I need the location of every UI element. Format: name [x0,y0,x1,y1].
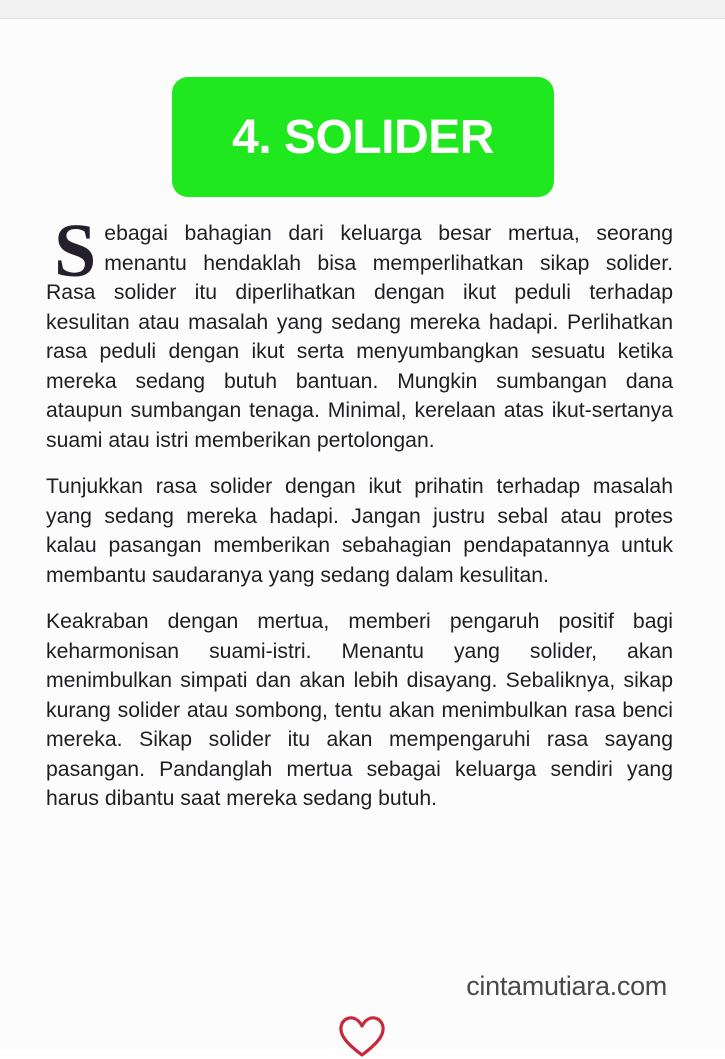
paragraph-1 [46,209,673,455]
source-credit: cintamutiara.com [466,971,667,1001]
title-banner [172,77,554,197]
article-body [46,209,673,831]
drop-cap-letter: S [54,209,97,293]
top-bar [0,0,725,19]
paragraph-2: Tunjukkan rasa solider dengan ikut prihatin terhadap masalah yang sedang mereka hadapi. Jangan justru sebal atau protes kalau pasangan memberikan sebahagian pendapatannya untuk membantu saudaranya yang sedang dalam kesulitan. [46,475,673,587]
heart-outline-icon [336,1013,388,1059]
paragraph-3: Keakraban dengan mertua, memberi pengaruh positif bagi keharmonisan suami-istri. Menantu yang solider, akan menimbulkan simpati dan akan lebih disayang. Sebaliknya, sikap kurang solider atau sombong, tentu akan menimbulkan rasa benci mereka. Sikap solider itu akan mempengaruhi rasa sayang pasangan. Pandanglah mertua sebagai keluarga sendiri yang harus dibantu saat mereka sedang butuh. [46,610,673,810]
document-page [0,19,725,1050]
section-title: 4. SOLIDER [232,110,494,164]
paragraph-1-text: ebagai bahagian dari keluarga besar mertua, seorang menantu hendaklah bisa memperlihatkan sikap solider. Rasa solider itu diperlihatkan dengan ikut peduli terhadap kesulitan atau masalah yang sedang mereka hadapi. Perlihatkan rasa peduli dengan ikut serta menyumbangkan sesuatu ketika mereka sedang butuh bantuan. Mungkin sumbangan dana ataupun sumbangan tenaga. Minimal, kerelaan atas ikut-sertanya suami atau istri memberikan pertolongan. [46,222,673,452]
